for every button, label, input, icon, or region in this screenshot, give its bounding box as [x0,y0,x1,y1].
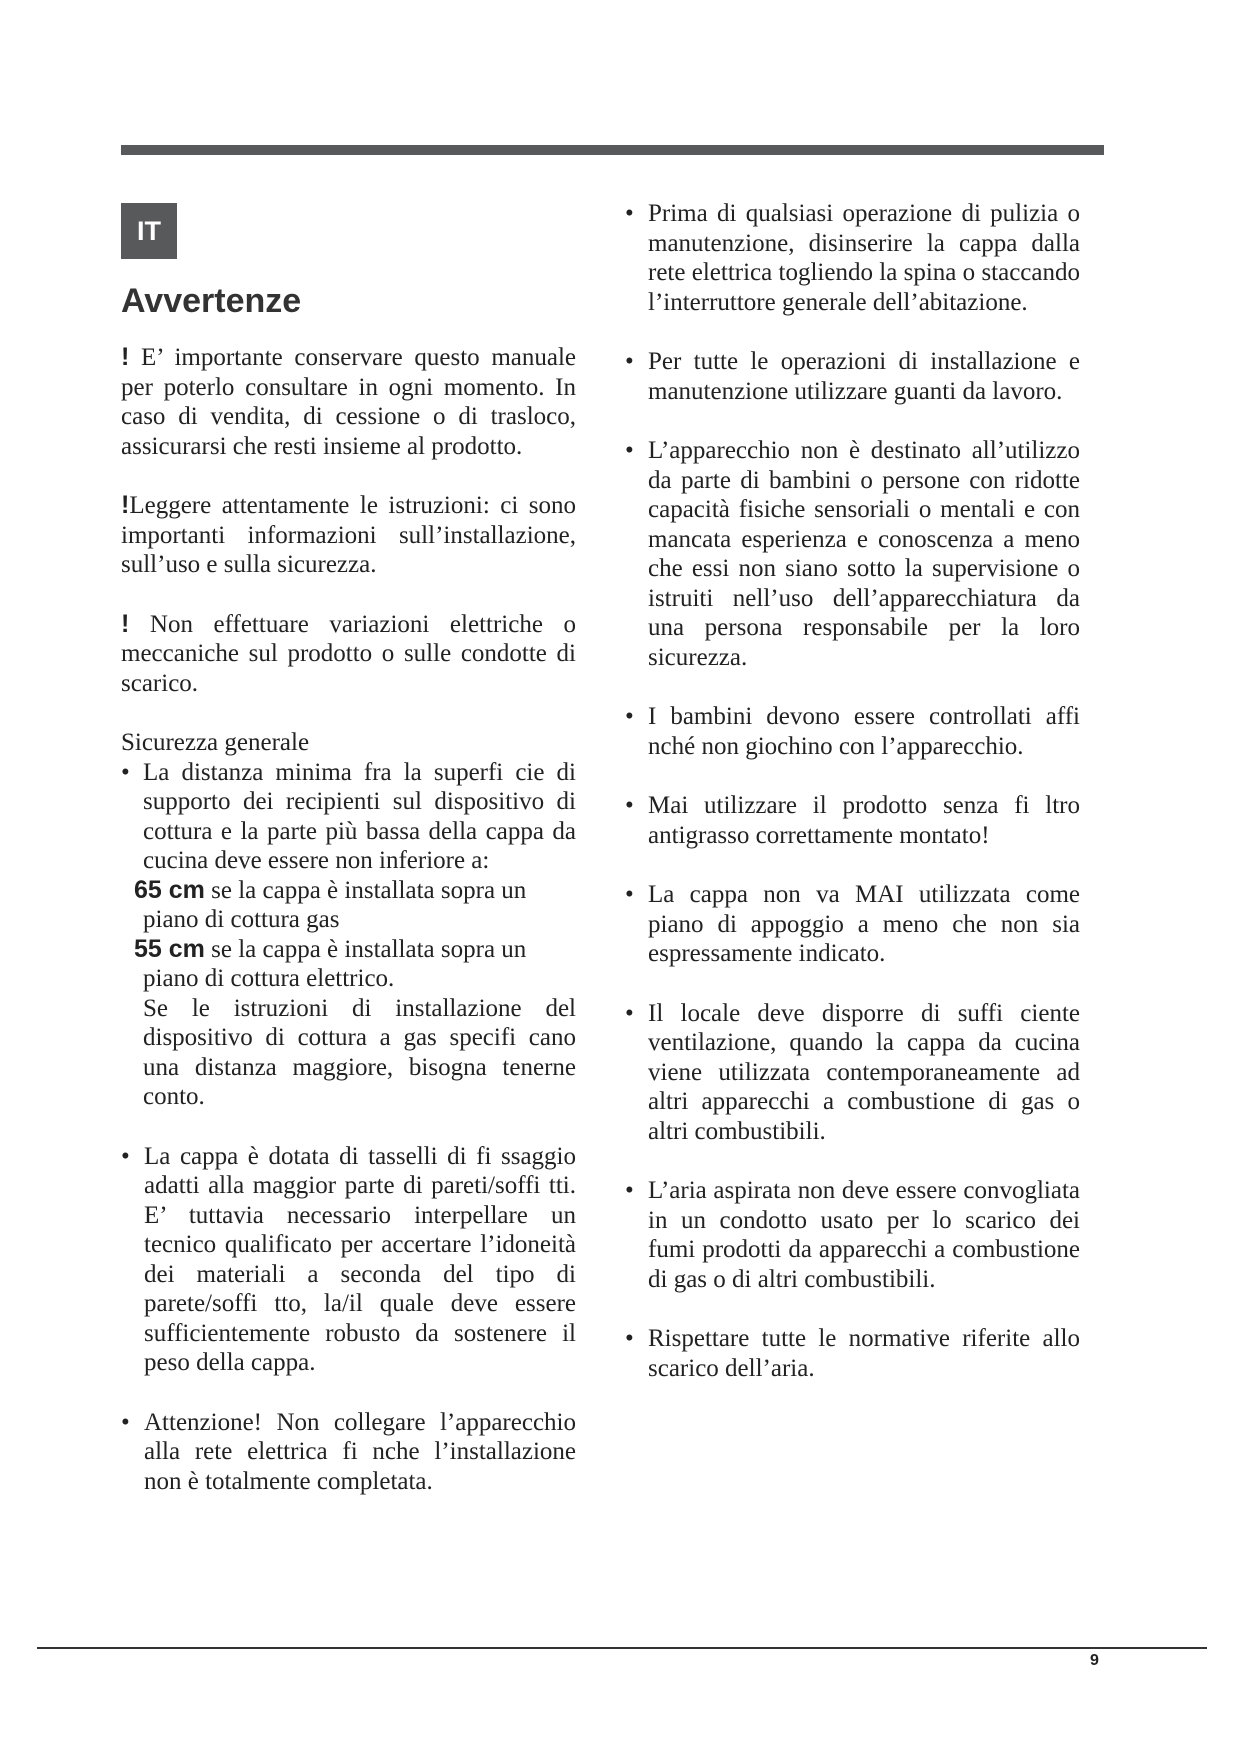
list-item: • La cappa è dotata di tasselli di fi ssaggio adatti alla maggior parte di pareti/soffi tti. E’ tuttavia necessario interpellare un tecnico qualificato per accertare l’idoneità dei materiali a seconda del tipo di parete/soffi tto, la/il quale deve essere sufficientemente robusto da sostenere il peso della cappa. [121,1142,576,1378]
measure-gas [121,876,576,906]
measure-text: se la cappa è installata sopra un [211,876,527,904]
warning-text: E’ importante conservare questo manuale per poterlo consultare in ogni momento. In caso di vendita, di cessione o di trasloco, assicurarsi che resti insieme al prodotto. [121,344,576,460]
list-item: • I bambini devono essere controllati affi nché non giochino con l’apparecchio. [625,702,1080,761]
page-number: 9 [1090,1652,1099,1669]
section-heading: Sicurezza generale [121,729,310,756]
top-divider [121,145,1104,155]
warning-paragraph [121,491,576,580]
measure-text: se la cappa è installata sopra un [211,935,527,963]
distance-intro: La distanza minima fra la superfi cie di supporto dei recipienti sul dispositivo di cottura e la parte più bassa della cappa da cucina deve essere non inferiore a: [143,758,576,874]
list-item: • Il locale deve disporre di suffi ciente ventilazione, quando la cappa da cucina viene utilizzata contemporaneamente ad altri apparecchi a combustione di gas o altri combustibili. [625,999,1080,1147]
left-column [121,343,576,1526]
warning-icon: ! [121,609,130,638]
page-title: Avvertenze [121,282,302,320]
warning-text: Non effettuare variazioni elettriche o meccaniche sul prodotto o sulle condotte di scarico. [121,610,576,697]
list-item: • Attenzione! Non collegare l’apparecchio alla rete elettrica fi nche l’installazione non è totalmente completata. [121,1408,576,1497]
warning-text: Leggere attentamente le istruzioni: ci sono importanti informazioni sull’installazione, sull’uso e sulla sicurezza. [121,492,576,578]
list-item: • Rispettare tutte le normative riferite allo scarico dell’aria. [625,1324,1080,1383]
warning-paragraph [121,610,576,699]
list-item: • L’apparecchio non è destinato all’utilizzo da parte di bambini o persone con ridotte capacità fisiche sensoriali o mentali e con mancata esperienza e conoscenza a meno che essi non siano sotto la supervisione o istruiti nell’uso dell’apparecchiatura da una persona responsabile per la loro sicurezza. [625,436,1080,672]
warning-icon: ! [121,491,130,519]
list-item: • L’aria aspirata non deve essere convogliata in un condotto usato per lo scarico dei fumi prodotti da apparecchi a combustione di gas o di altri combustibili. [625,1176,1080,1294]
list-item: • Prima di qualsiasi operazione di pulizia o manutenzione, disinserire la cappa dalla rete elettrica togliendo la spina o staccando l’interruttore generale dell’abitazione. [625,199,1080,317]
bottom-divider [37,1647,1207,1649]
list-item: • La cappa non va MAI utilizzata come piano di appoggio a meno che non sia espressamente indicato. [625,880,1080,969]
list-item: • Per tutte le operazioni di installazione e manutenzione utilizzare guanti da lavoro. [625,347,1080,406]
language-badge: IT [121,203,177,259]
measure-electric [121,935,576,965]
distance-note: Se le istruzioni di installazione del dispositivo di cottura a gas specifi cano una distanza maggiore, bisogna tenerne conto. [143,994,576,1110]
warning-paragraph [121,343,576,461]
measure-gas-continued: piano di cottura gas [143,906,340,933]
right-column [625,199,1080,1413]
measure-value: 55 cm [134,934,205,963]
list-item: • Mai utilizzare il prodotto senza fi ltro antigrasso correttamente montato! [625,791,1080,850]
list-item [121,758,576,876]
measure-electric-continued: piano di cottura elettrico. [143,965,395,992]
measure-value: 65 cm [134,875,205,904]
warning-icon: ! [121,343,130,371]
